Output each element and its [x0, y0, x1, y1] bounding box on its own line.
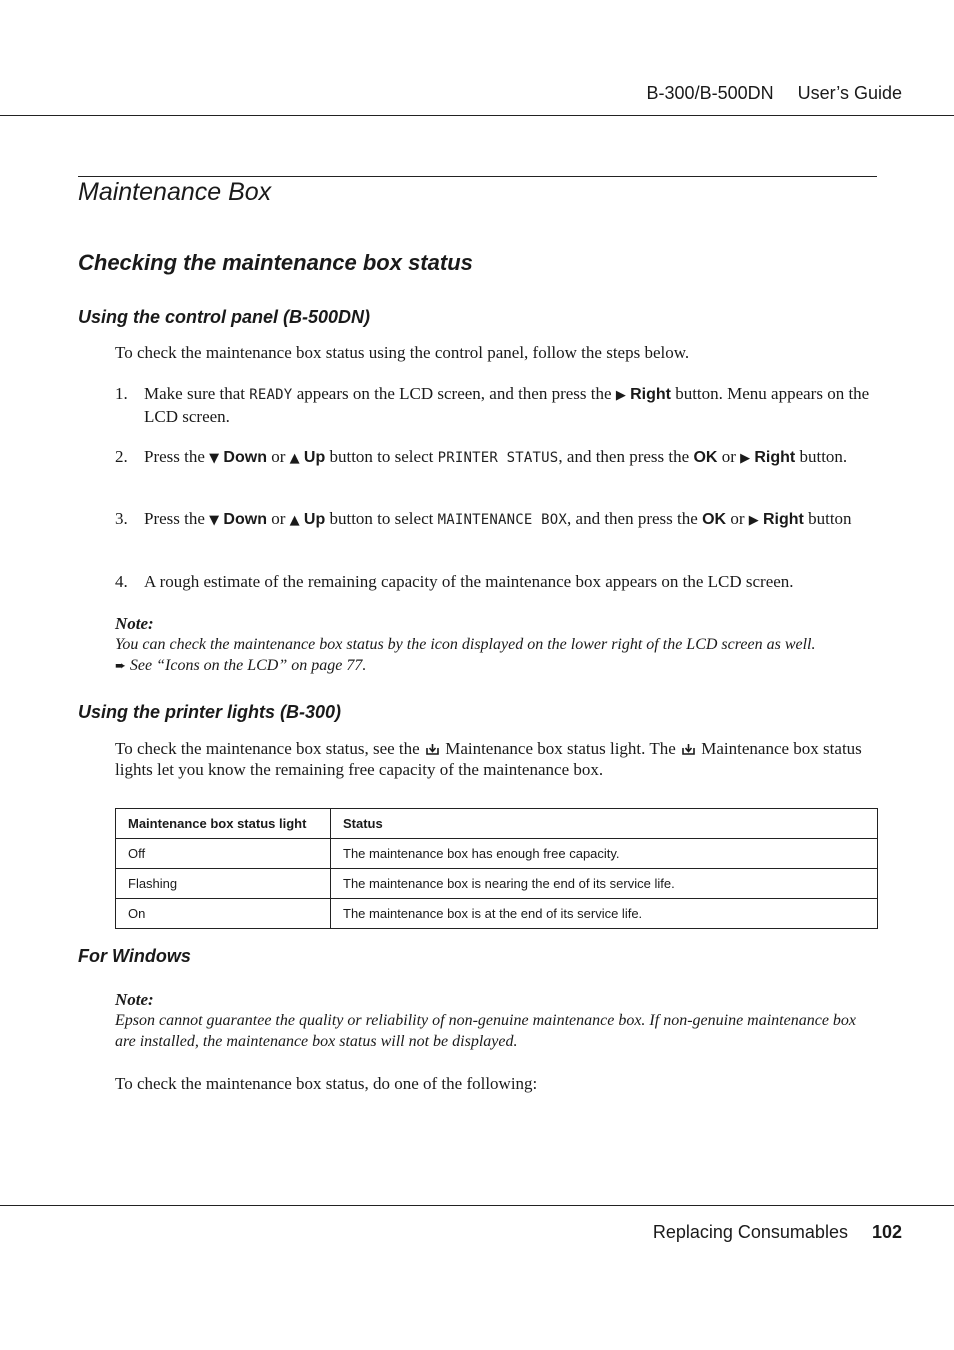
lcd-text: MAINTENANCE BOX [437, 512, 568, 528]
down-button-label: Down [223, 449, 267, 466]
up-arrow-icon: ▲ [289, 513, 300, 528]
right-button-label: Right [630, 386, 671, 403]
table-cell: The maintenance box is at the end of its service life. [331, 899, 878, 929]
lcd-text: PRINTER STATUS [437, 450, 559, 466]
right-arrow-icon: ▶ [740, 451, 751, 466]
crossref-link[interactable]: See “Icons on the LCD” on page 77. [129, 657, 367, 674]
status-light-table [115, 808, 878, 929]
table-cell: On [116, 899, 331, 929]
up-button-label: Up [303, 511, 326, 528]
up-button-label: Up [303, 449, 326, 466]
down-arrow-icon: ▼ [209, 451, 220, 466]
subsection-heading-windows: For Windows [78, 946, 191, 966]
page-number: 102 [871, 1222, 902, 1242]
header-model: B-300/B-500DN [646, 83, 774, 103]
table-header-row [116, 809, 878, 839]
step-2: 2. Press the ▼ Down or ▲ Up button to select PRINTER STATUS, and then press the OK or ▶ Right button. [115, 447, 848, 466]
maintenance-box-icon [682, 743, 695, 755]
printer-lights-text: To check the maintenance box status, see the Maintenance box status light. The Maintenance box status lights let you know the remaining free capacity of the maintenance box. [115, 739, 862, 779]
running-footer [653, 1222, 902, 1243]
up-arrow-icon: ▲ [289, 451, 300, 466]
ok-button-label: OK [702, 511, 727, 528]
table-header-cell: Status [331, 809, 878, 839]
table-cell: The maintenance box has enough free capacity. [331, 839, 878, 869]
table-cell: Flashing [116, 869, 331, 899]
footer-divider [0, 1205, 954, 1206]
note-text: Epson cannot guarantee the quality or reliability of non-genuine maintenance box. If non-genuine maintenance box are installed, the maintenance box status will not be displayed. [115, 1012, 857, 1050]
right-button-label: Right [754, 449, 796, 466]
control-panel-intro: To check the maintenance box status using the control panel, follow the steps below. [115, 343, 690, 362]
ok-button-label: OK [693, 449, 718, 466]
right-arrow-icon: ▶ [615, 388, 626, 403]
right-button-label: Right [762, 511, 804, 528]
subsection-heading-control-panel: Using the control panel (B-500DN) [78, 307, 371, 327]
cross-reference-arrow-icon: ➨ [115, 659, 126, 674]
table-header-cell: Maintenance box status light [116, 809, 331, 839]
note-windows [115, 989, 877, 1052]
step-3: 3. Press the ▼ Down or ▲ Up button to select MAINTENANCE BOX, and then press the OK or ▶ Right button [115, 509, 852, 528]
maintenance-box-icon [426, 743, 439, 755]
table-row [116, 899, 878, 929]
step-4: 4. A rough estimate of the remaining capacity of the maintenance box appears on the LCD screen. [115, 572, 794, 591]
running-header [647, 83, 902, 104]
header-guide: User’s Guide [797, 83, 902, 103]
note-label: Note: [115, 614, 154, 633]
note-control-panel [115, 613, 877, 677]
footer-section: Replacing Consumables [652, 1222, 848, 1242]
table-cell: Off [116, 839, 331, 869]
note-text: You can check the maintenance box status by the icon displayed on the lower right of the LCD screen as well. [115, 636, 816, 653]
chapter-title: Maintenance Box [78, 178, 272, 206]
table-row [116, 869, 878, 899]
section-title: Checking the maintenance box status [78, 250, 473, 275]
windows-text: To check the maintenance box status, do one of the following: [115, 1074, 538, 1093]
table-row [116, 839, 878, 869]
note-crossref [115, 655, 877, 677]
right-arrow-icon: ▶ [748, 513, 759, 528]
table-cell: The maintenance box is nearing the end of its service life. [331, 869, 878, 899]
down-button-label: Down [223, 511, 267, 528]
note-label: Note: [115, 990, 154, 1009]
header-divider [0, 115, 954, 116]
subsection-heading-printer-lights: Using the printer lights (B-300) [78, 702, 342, 722]
down-arrow-icon: ▼ [209, 513, 220, 528]
step-1: 1. Make sure that READY appears on the LCD screen, and then press the ▶ Right button. Menu appears on the LCD screen. [115, 384, 870, 426]
lcd-text: READY [249, 387, 293, 403]
